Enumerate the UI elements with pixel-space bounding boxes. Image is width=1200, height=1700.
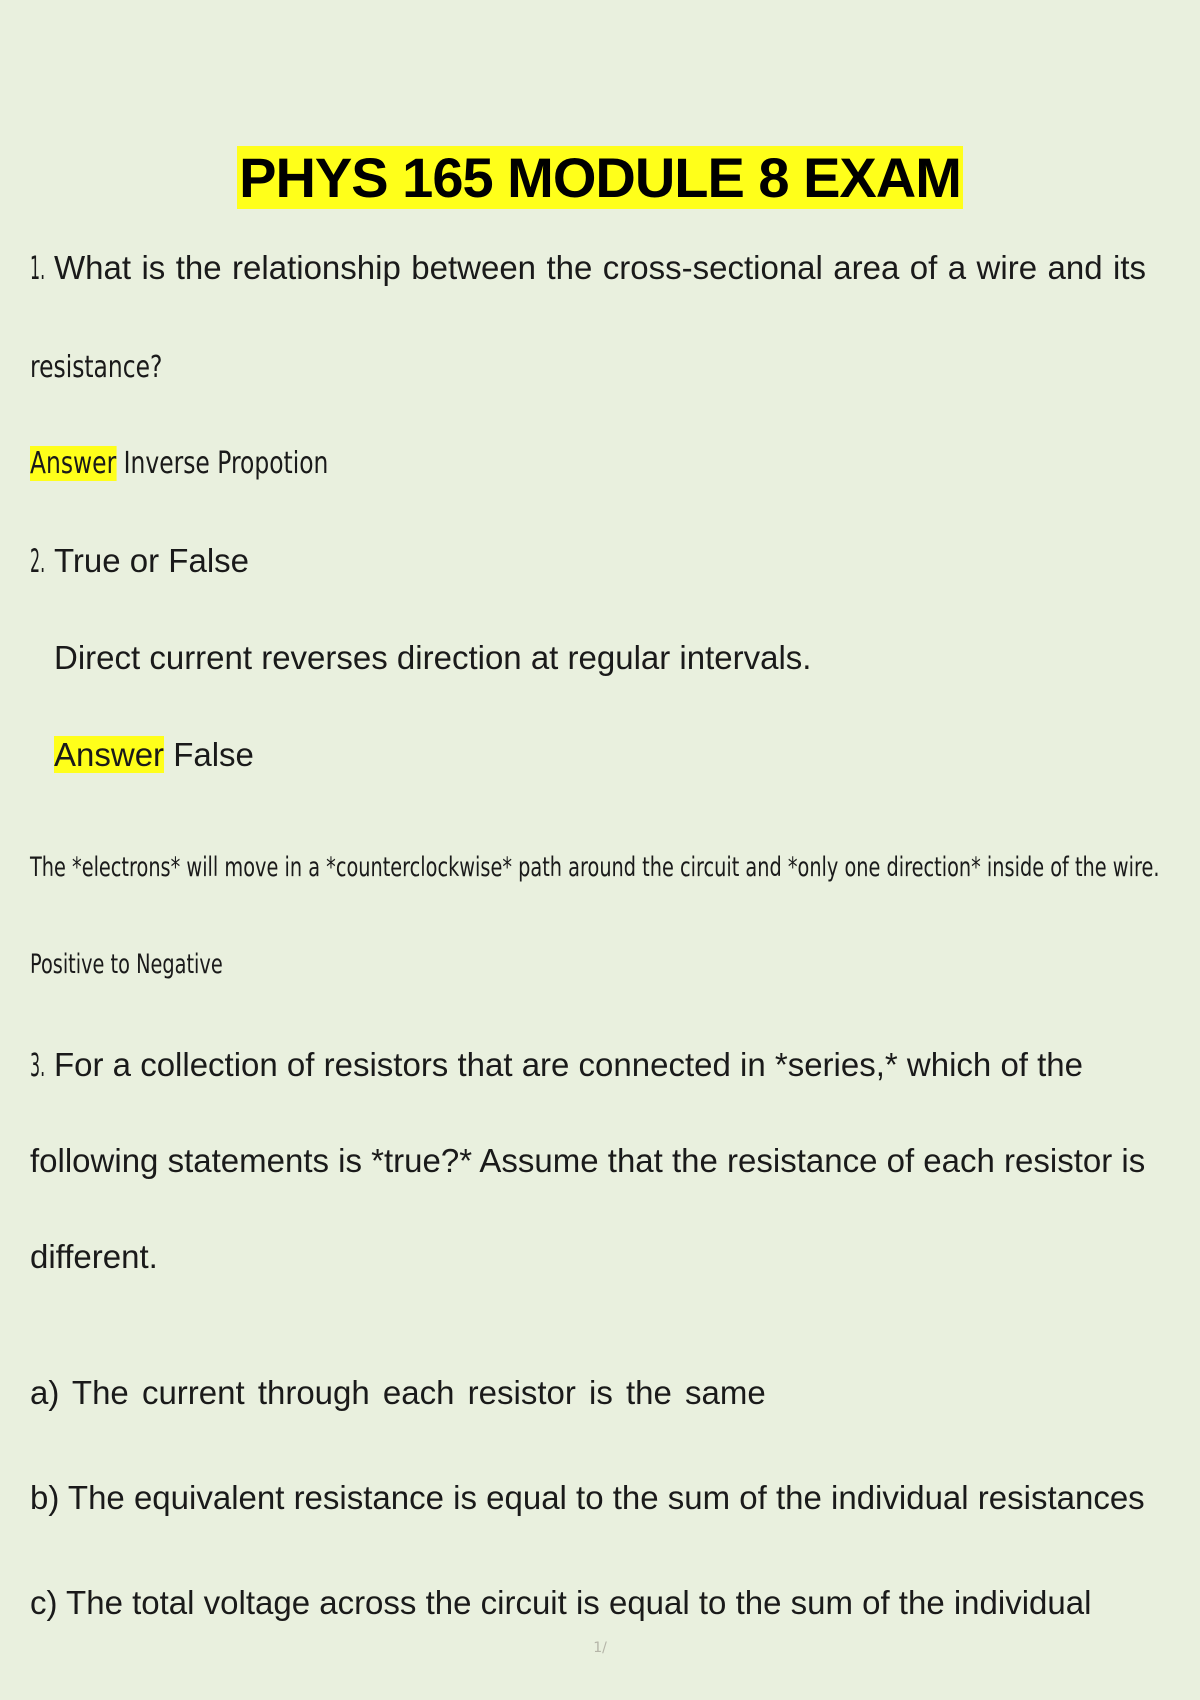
question-2-text: True or False (54, 542, 250, 579)
question-1-number: 1. (30, 249, 46, 287)
answer-text: False (164, 736, 254, 773)
question-2-answer (54, 735, 254, 775)
explanation-text: The *electrons* will move in a *counterclockwise* path around the circuit and *only one direction* inside of the wire. (30, 852, 1160, 883)
question-2-number: 2. (30, 542, 46, 580)
question-2-explanation-line-2 (30, 942, 300, 985)
question-3-line-3 (30, 1237, 158, 1277)
question-3-line-1 (30, 1045, 1083, 1085)
question-2-line (30, 541, 249, 581)
answer-text: Inverse Propotion (116, 446, 329, 481)
question-3-line-2 (30, 1141, 1146, 1181)
option-a-text: a) The current through each resistor is the same (30, 1374, 766, 1411)
question-2-explanation-line-1 (30, 845, 1200, 888)
question-1-text: What is the relationship between the cross-sectional area of a wire and its (54, 249, 1146, 286)
question-1-line-2 (30, 346, 200, 388)
question-3-text-continued: following statements is *true?* Assume that the resistance of each resistor is (30, 1142, 1146, 1179)
question-1-answer (30, 442, 413, 484)
title-text: PHYS 165 MODULE 8 EXAM (239, 146, 961, 209)
question-1-text-continued: resistance? (30, 350, 163, 385)
option-b-text: b) The equivalent resistance is equal to the sum of the individual resistances (30, 1479, 1145, 1516)
option-b (30, 1478, 1145, 1518)
statement-text: Direct current reverses direction at regular intervals. (54, 639, 812, 676)
option-a (30, 1373, 766, 1413)
option-c-text: c) The total voltage across the circuit is equal to the sum of the individual (30, 1584, 1092, 1621)
page-title (0, 146, 1200, 210)
question-3-text: For a collection of resistors that are connected in *series,* which of the (54, 1046, 1084, 1083)
answer-label: Answer (30, 446, 117, 481)
question-2-statement (54, 638, 811, 678)
explanation-text-continued: Positive to Negative (30, 949, 223, 980)
answer-label: Answer (54, 736, 165, 773)
question-3-text-end: different. (30, 1238, 158, 1275)
option-c (30, 1583, 1091, 1623)
question-1-line-1 (30, 248, 1146, 288)
question-3-number: 3. (30, 1046, 46, 1084)
page-number-marker: 1/ (593, 1640, 607, 1656)
